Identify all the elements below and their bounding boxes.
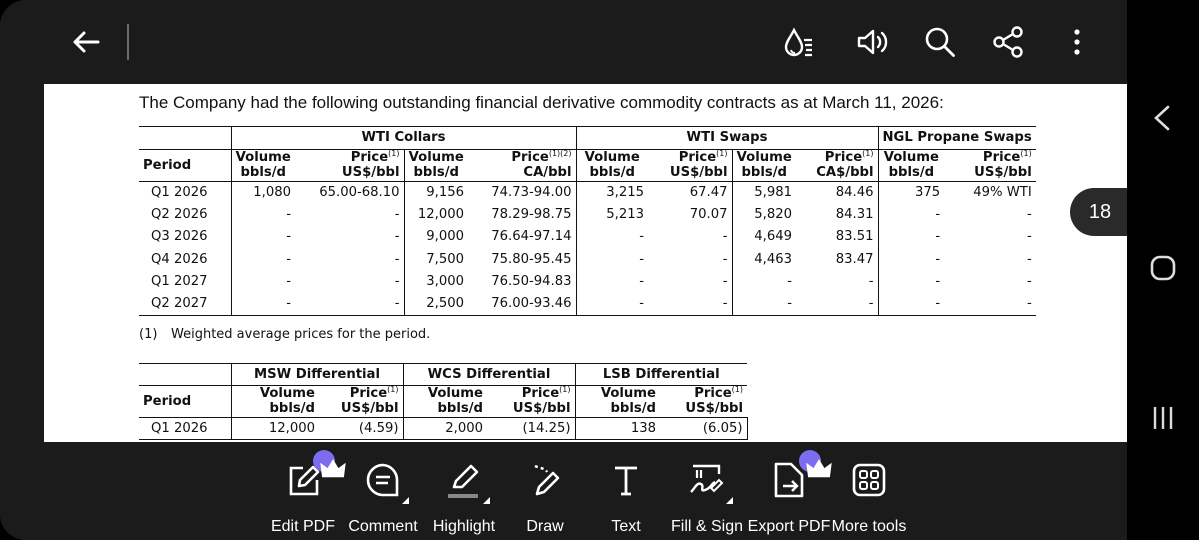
column-header: Volume bbls/d [575,386,660,418]
table-cell: 74.73-94.00 [468,182,576,204]
table-cell: - [576,293,648,315]
table-cell: - [231,249,295,271]
table-cell: 84.46 [796,182,878,204]
period-cell: Q3 2026 [151,229,208,245]
table-row [139,271,1036,293]
table-row [139,204,1036,226]
table-cell: 76.00-93.46 [468,293,576,315]
more-tools-button[interactable] [819,460,919,536]
edit-pdf-icon [283,460,323,500]
table-cell: - [295,293,404,315]
table-cell: 67.47 [648,182,732,204]
period-cell: Q1 2027 [151,274,208,290]
more-tools-icon [849,460,889,500]
tool-label: More tools [831,518,907,535]
column-header: Price$^{(1)}$ US$/bbl [319,386,403,418]
intro-text: The Company had the following outstanding financial derivative commodity contracts as at March 11, 2026: [139,93,944,112]
table-cell: - [732,293,796,315]
fill-sign-icon [687,460,727,500]
table-cell: - [639,229,644,245]
comment-icon [363,460,403,500]
table-cell: 76.64-97.14 [468,226,576,248]
table-cell: 4,463 [754,251,792,267]
differential-contracts-table [139,363,748,440]
group-header: WTI Collars [231,127,576,150]
tool-label: Fill & Sign [670,518,744,535]
table-cell: - [1026,229,1032,245]
column-header: Price$^{(1)}$ US$/bbl [660,386,747,418]
group-header: NGL Propane Swaps [878,127,1036,150]
table-cell: 78.29-98.75 [468,204,576,226]
table-cell: 5,213 [606,207,644,223]
footnote [139,327,430,342]
table-cell: - [295,204,404,226]
footnote-marker: (1) [139,327,158,342]
period-cell: Q2 2026 [151,207,208,223]
more-options-icon[interactable] [1055,20,1099,64]
table-cell: - [639,274,644,290]
system-navigation-bar [1127,0,1199,540]
group-header: LSB Differential [575,364,747,386]
column-header: Price$^{(1)}$ US$/bbl [295,150,404,182]
table-cell: - [935,229,941,245]
table-cell: - [1026,251,1032,267]
table-cell: - [935,207,941,223]
column-header: Volume bbls/d [231,386,319,418]
table-row [139,182,1036,204]
footnote-text: Weighted average prices for the period. [171,327,431,342]
table-cell: 138 [575,418,660,440]
table-cell: 375 [915,184,941,200]
table-cell: - [796,271,878,293]
table-cell: - [231,226,295,248]
bottom-tools-bar [0,442,1127,540]
table-cell: - [231,293,295,315]
recent-apps-icon[interactable] [1141,396,1185,440]
table-cell: - [796,293,878,315]
table-cell: 2,000 [403,418,487,440]
column-header: Volume bbls/d [732,150,796,182]
text-icon [606,460,646,500]
pdf-page[interactable] [44,84,1127,442]
table-corner [139,127,231,150]
table-cell: 4,649 [754,229,792,245]
tool-label: Edit PDF [270,518,335,535]
table-corner [139,364,231,386]
period-cell: Q1 2026 [151,184,208,200]
page-number-indicator[interactable]: 18 [1070,188,1130,236]
premium-crown-icon [799,450,821,472]
table-cell: - [935,251,941,267]
table-cell: - [231,271,295,293]
column-header: Volume bbls/d [403,386,487,418]
table-cell: 83.51 [796,226,878,248]
table-cell: 84.31 [796,204,878,226]
table-cell: - [648,293,732,315]
table-cell: 49% WTI [973,184,1032,200]
table-cell: 5,820 [754,207,792,223]
column-header: Volume bbls/d [404,150,468,182]
table-cell: 3,000 [426,274,464,290]
liquid-mode-icon[interactable] [776,20,820,64]
table-cell: - [935,274,941,290]
table-cell: (6.05) [660,418,747,440]
table-row [139,249,1036,271]
table-cell: 65.00-68.10 [295,182,404,204]
table-cell: 83.47 [796,249,878,271]
table-row [139,293,1036,315]
premium-crown-icon [313,450,335,472]
table-cell: 70.07 [648,204,732,226]
period-cell: Q2 2027 [139,293,231,315]
table-cell: 12,000 [231,418,319,440]
table-cell: - [878,293,944,315]
period-cell: Q1 2026 [139,418,231,440]
tool-label: Highlight [432,518,496,535]
table-cell: - [1026,207,1032,223]
tool-label: Comment [348,518,418,535]
top-app-bar [0,0,1127,84]
table-cell: 75.80-95.45 [468,249,576,271]
export-pdf-icon [769,460,809,500]
table-cell: - [648,226,732,248]
table-cell: 9,156 [426,184,464,200]
table-row [139,226,1036,248]
tool-label: Export PDF [747,518,831,535]
back-chevron-icon[interactable] [1141,96,1185,140]
table-cell: 5,981 [754,184,792,200]
table-cell: - [648,249,732,271]
home-icon[interactable] [1141,246,1185,290]
period-header: Period [139,150,231,182]
group-header: WTI Swaps [576,127,878,150]
table-cell: (4.59) [319,418,403,440]
table-cell: - [787,274,792,290]
table-cell: 12,000 [417,207,464,223]
column-header: Price$^{(1)}$ US$/bbl [487,386,575,418]
table-cell: - [648,271,732,293]
table-cell: - [231,204,295,226]
table-cell: (14.25) [487,418,575,440]
toolbar-divider [127,24,129,60]
table-cell: - [295,271,404,293]
group-header: MSW Differential [231,364,403,386]
period-header: Period [139,386,231,418]
back-arrow-icon[interactable] [64,20,108,64]
column-header: Volume bbls/d [576,150,648,182]
table-cell: - [639,251,644,267]
column-header: Volume bbls/d [231,150,295,182]
search-icon[interactable] [918,20,962,64]
table-cell: - [1026,274,1032,290]
table-cell: 3,215 [606,184,644,200]
column-header: Price$^{(1)(2)}$ CA/bbl [468,150,576,182]
column-header: Price$^{(1)}$ CA$/bbl [796,150,878,182]
table-cell: 76.50-94.83 [468,271,576,293]
draw-icon [525,460,565,500]
table-row [139,418,747,440]
commodity-contracts-table [139,126,1036,316]
table-cell: 7,500 [426,251,464,267]
table-cell: - [295,249,404,271]
tool-label: Text [611,518,641,535]
column-header: Price$^{(1)}$ US$/bbl [648,150,732,182]
column-header: Volume bbls/d [878,150,944,182]
read-aloud-icon[interactable] [850,20,894,64]
period-cell: Q4 2026 [151,251,208,267]
highlight-icon [444,460,484,500]
group-header: WCS Differential [403,364,575,386]
table-cell: - [295,226,404,248]
table-cell: - [944,293,1036,315]
table-cell: 9,000 [426,229,464,245]
share-icon[interactable] [986,20,1030,64]
column-header: Price$^{(1)}$ US$/bbl [944,150,1036,182]
table-cell: 2,500 [404,293,468,315]
tool-label: Draw [526,518,564,535]
table-cell: 1,080 [231,182,295,204]
